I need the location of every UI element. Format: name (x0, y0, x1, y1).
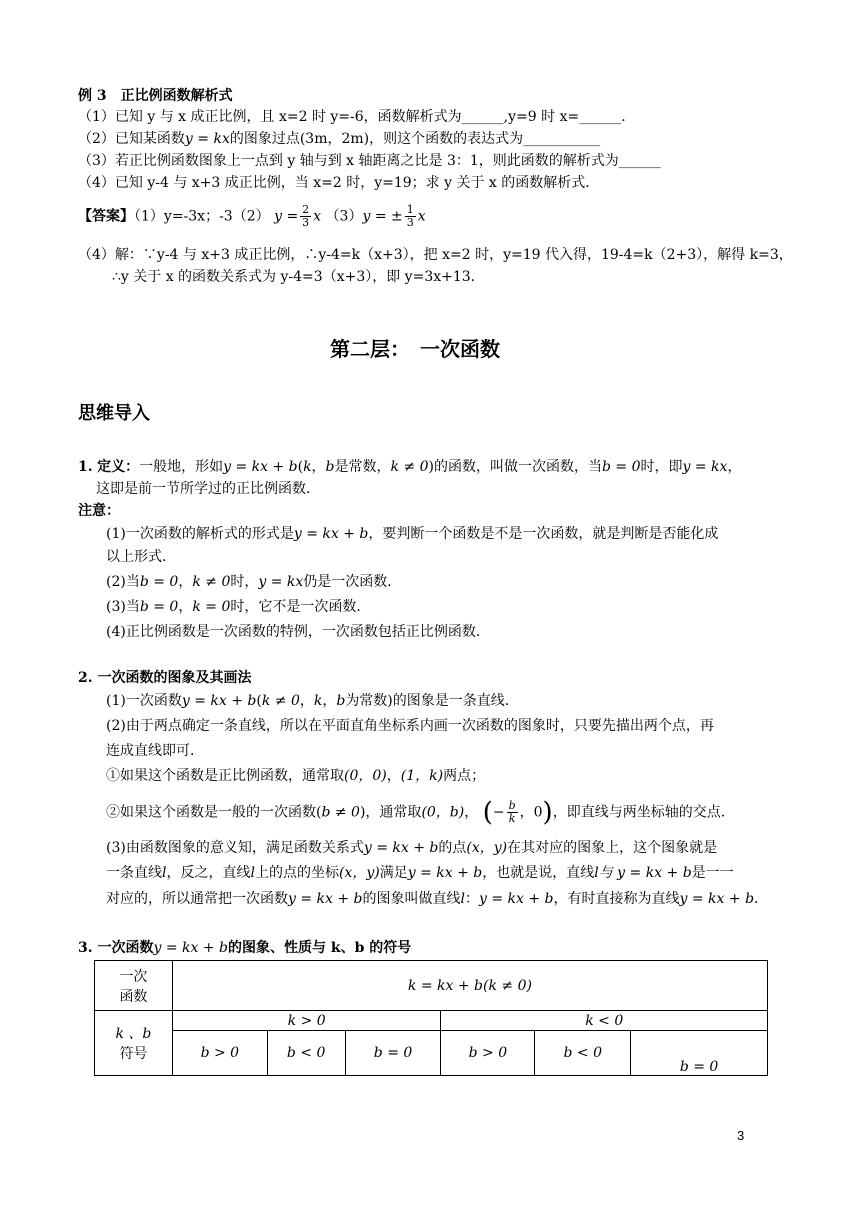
graph-heading: 2. 一次函数的图象及其画法 (78, 670, 252, 686)
graph-4: ②如果这个函数是一般的一次函数(b ≠ 0)，通常取(0，b)， (− $\frac{b}{k}$ ，0)，即直线与两坐标轴的交点． (106, 797, 735, 828)
kb-sign-table (94, 960, 768, 1076)
page-number: 3 (737, 1128, 745, 1143)
section-title: 第二层： 一次函数 (330, 337, 500, 361)
table-cell: b > 0 (172, 1031, 267, 1076)
note-2: (2)当b = 0，k ≠ 0时，y = kx仍是一次函数． (106, 574, 402, 590)
definition-line-2: 这即是前一节所学过的正比例函数． (96, 481, 320, 497)
note-1: (1)一次函数的解析式的形式是y = kx + b，要判断一个函数是不是一次函数，就是判断是否能化成 (106, 526, 719, 542)
table-cell: b > 0 (441, 1031, 535, 1076)
row-label-function: 一次 函数 (95, 961, 173, 1011)
table-cell: b < 0 (535, 1031, 631, 1076)
row-label-sign: k 、b 符号 (95, 1011, 173, 1076)
graph-3: ①如果这个函数是正比例函数，通常取(0，0)，(1，k)两点； (106, 768, 486, 784)
note-3: (3)当b = 0，k = 0时，它不是一次函数． (106, 599, 371, 615)
note-1-cont: 以上形式． (106, 549, 176, 565)
graph-2: (2)由于两点确定一条直线，所以在平面直角坐标系内画一次函数的图象时，只要先描出两个点，再 (106, 718, 714, 734)
note-label: 注意： (78, 503, 120, 519)
graph-5: (3)由函数图象的意义知，满足函数关系式y = kx + b的点(x，y)在其对应的图象上，这个图象就是 (106, 840, 718, 856)
definition-line-1: 1. 定义：一般地，形如y = kx + b(k，b是常数，k ≠ 0)的函数，叫做一次函数，当b = 0时，即y = kx， (78, 459, 742, 475)
k-positive-header: k > 0 (172, 1011, 441, 1031)
table-cell: b < 0 (267, 1031, 345, 1076)
subsection-title: 思维导入 (78, 403, 150, 424)
k-negative-header: k < 0 (441, 1011, 768, 1031)
table-cell: b = 0 (631, 1031, 768, 1076)
note-4: (4)正比例函数是一次函数的特例，一次函数包括正比例函数． (106, 624, 490, 640)
solution-line-2: ∴y 关于 x 的函数关系式为 y-4=3（x+3），即 y=3x+13． (112, 269, 485, 285)
table-cell: b = 0 (345, 1031, 441, 1076)
props-heading: 3. 一次函数y = kx + b的图象、性质与 k、b 的符号 (78, 940, 412, 956)
solution-line-1: （4）解：∵y-4 与 x+3 成正比例，∴y-4=k（x+3），把 x=2 时，y=19 代入得，19-4=k（2+3），解得 k=3， (78, 247, 793, 263)
graph-7: 对应的，所以通常把一次函数y = kx + b的图象叫做直线l：y = kx + b，有时直接称为直线y = kx + b． (106, 891, 769, 907)
question-1: （1）已知 y 与 x 成正比例，且 x=2 时 y=-6，函数解析式为______,y=9 时 x=______. (78, 109, 626, 125)
question-3: （3）若正比例函数图象上一点到 y 轴与到 x 轴距离之比是 3：1，则此函数的解析式为______ (78, 153, 661, 169)
graph-2-cont: 连成直线即可． (106, 743, 204, 759)
question-4: （4）已知 y-4 与 x+3 成正比例，当 x=2 时，y=19；求 y 关于 x 的函数解析式． (78, 175, 600, 191)
question-2: （2）已知某函数y = kx的图象过点(3m，2m)，则这个函数的表达式为___________ (78, 131, 601, 147)
graph-6: 一条直线l，反之，直线l上的点的坐标(x，y)满足y = kx + b，也就是说，直线l与 y = kx + b是一一 (106, 865, 734, 881)
graph-1: (1)一次函数y = kx + b(k ≠ 0，k，b为常数)的图象是一条直线． (106, 693, 519, 709)
answer-line: 【答案】（1）y=-3x；-3（2） y = $\frac{2}{3}$ x （3）y = ± $\frac{1}{3}$ x (78, 203, 426, 229)
example-title: 例 3 正比例函数解析式 (78, 88, 233, 104)
function-formula-cell: k = kx + b(k ≠ 0) (172, 961, 767, 1011)
